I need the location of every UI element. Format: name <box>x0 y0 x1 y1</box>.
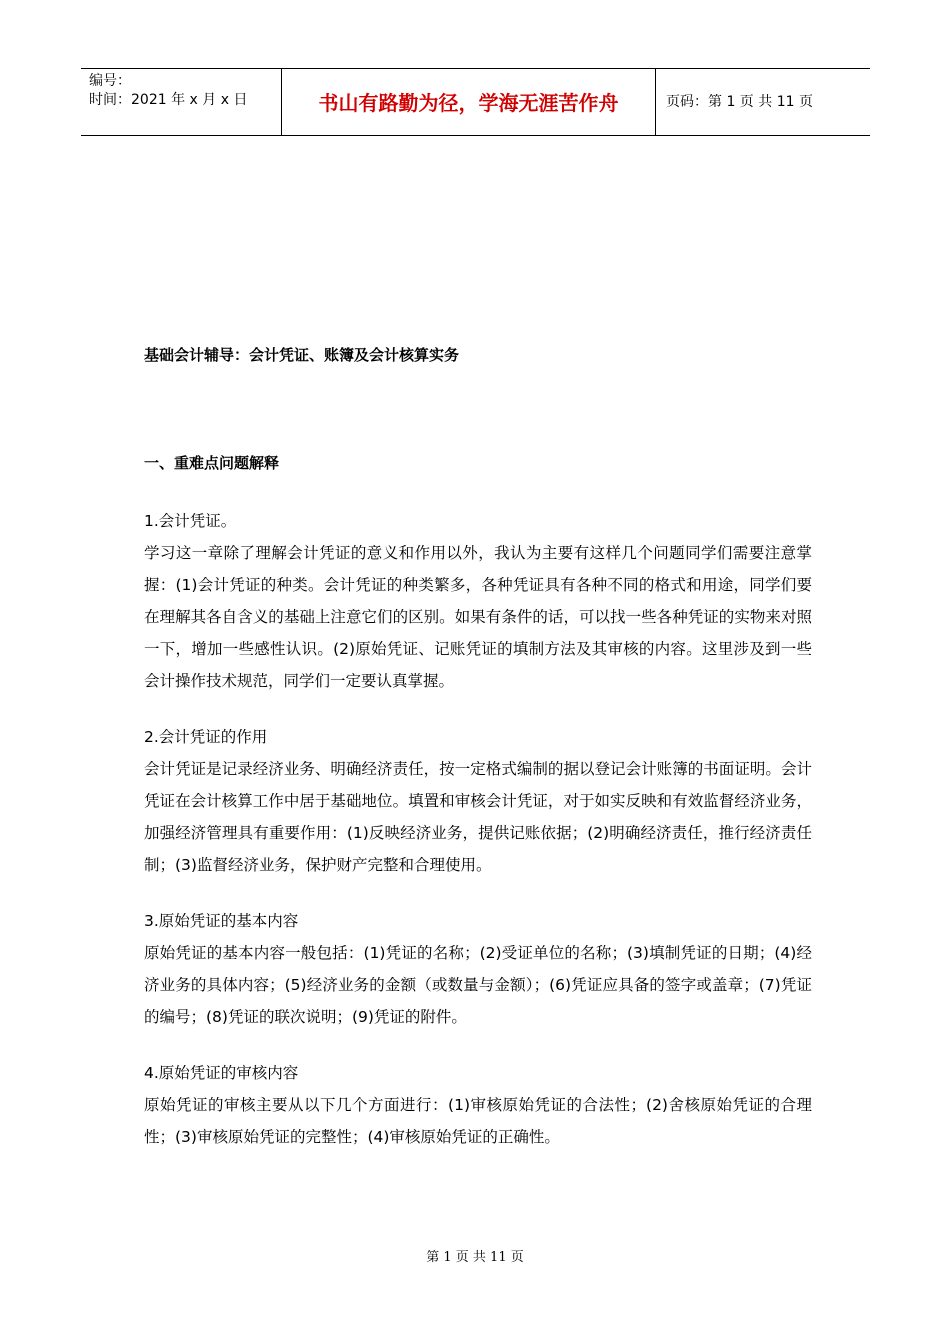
section-paragraph: 学习这一章除了理解会计凭证的意义和作用以外，我认为主要有这样几个问题同学们需要注意掌握：(1)会计凭证的种类。会计凭证的种类繁多，各种凭证具有各种不同的格式和用途，同学们要在理解其各自含义的基础上注意它们的区别。如果有条件的话，可以找一些各种凭证的实物来对照一下，增加一些感性认识。(2)原始凭证、记账凭证的填制方法及其审核的内容。这里涉及到一些会计操作技术规范，同学们一定要认真掌握。 <box>144 544 812 690</box>
section-paragraph: 会计凭证是记录经济业务、明确经济责任，按一定格式编制的据以登记会计账簿的书面证明。会计凭证在会计核算工作中居于基础地位。填置和审核会计凭证，对于如实反映和有效监督经济业务，加强经济管理具有重要作用：(1)反映经济业务，提供记账依据；(2)明确经济责任，推行经济责任制；(3)监督经济业务，保护财产完整和合理使用。 <box>144 760 812 874</box>
page-number-label: 页码：第 1 页 共 11 页 <box>666 94 813 110</box>
document-header <box>81 68 870 136</box>
section-title: 4.原始凭证的审核内容 <box>144 1064 299 1082</box>
motto-text: 书山有路勤为径，学海无涯苦作舟 <box>318 90 619 115</box>
header-motto-cell <box>282 69 656 135</box>
document-title: 基础会计辅导：会计凭证、账簿及会计核算实务 <box>144 346 460 364</box>
content-section <box>144 905 812 1033</box>
section-title: 2.会计凭证的作用 <box>144 728 268 746</box>
header-page-cell <box>656 69 870 135</box>
section-paragraph: 原始凭证的审核主要从以下几个方面进行：(1)审核原始凭证的合法性；(2)舍核原始凭证的合理性；(3)审核原始凭证的完整性；(4)审核原始凭证的正确性。 <box>144 1096 812 1146</box>
content-section <box>144 721 812 881</box>
document-body <box>144 505 812 1177</box>
page-footer: 第 1 页 共 11 页 <box>426 1250 524 1265</box>
time-label: 时间：2021 年 x 月 x 日 <box>89 92 248 108</box>
number-label: 编号： <box>89 73 131 89</box>
section-title: 1.会计凭证。 <box>144 512 237 530</box>
content-section <box>144 505 812 697</box>
header-meta-cell <box>81 69 282 135</box>
section-heading: 一、重难点问题解释 <box>144 454 280 472</box>
content-section <box>144 1057 812 1153</box>
section-title: 3.原始凭证的基本内容 <box>144 912 299 930</box>
section-paragraph: 原始凭证的基本内容一般包括：(1)凭证的名称；(2)受证单位的名称；(3)填制凭证的日期；(4)经济业务的具体内容；(5)经济业务的金额（或数量与金额）；(6)凭证应具备的签字或盖章；(7)凭证的编号；(8)凭证的联次说明；(9)凭证的附件。 <box>144 944 812 1026</box>
